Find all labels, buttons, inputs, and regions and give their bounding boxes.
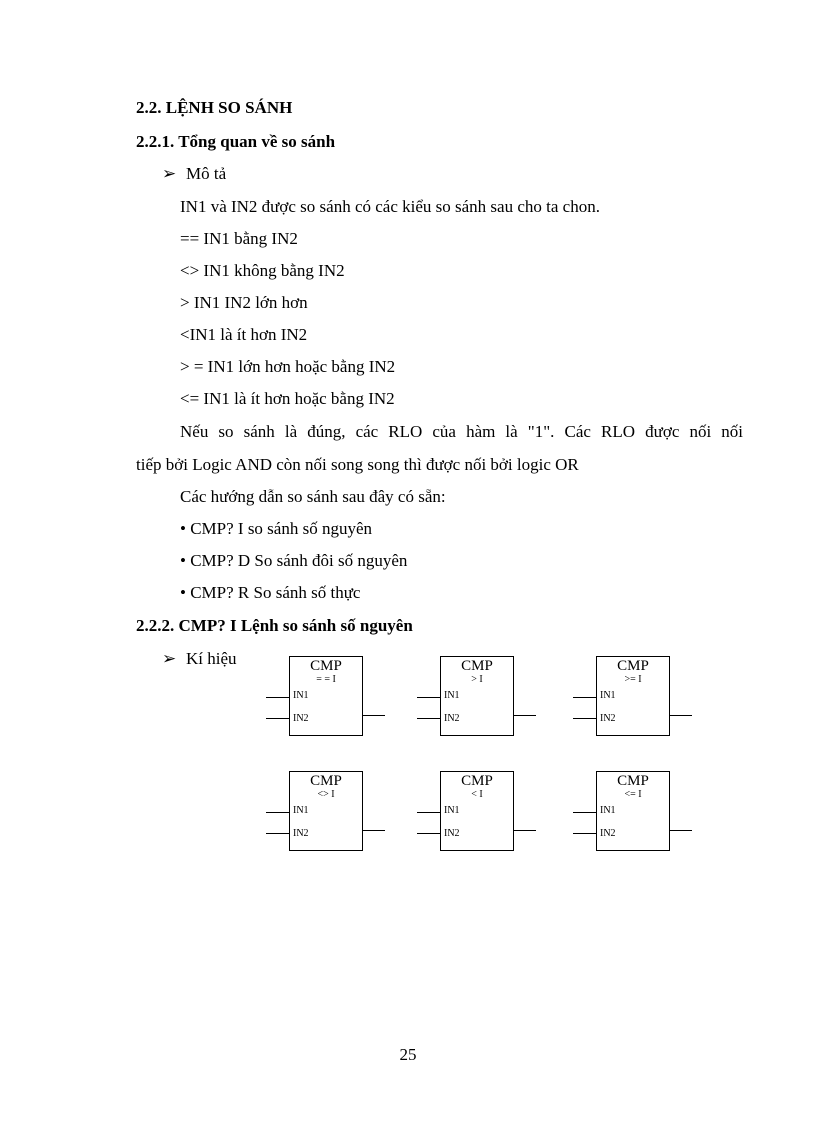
block-operator: > I [471,674,483,685]
paragraph-line: tiếp bởi Logic AND còn nối song song thì được nối bởi logic OR [136,455,579,474]
block-in2-label: IN2 [444,828,460,839]
in2-wire [266,718,289,719]
in2-wire [417,718,440,719]
block-in1-label: IN1 [600,805,616,816]
block-title: CMP [617,658,649,674]
instructions-intro: Các hướng dẫn so sánh sau đây có sẵn: [180,487,446,506]
in2-wire [266,833,289,834]
instruction-item: • CMP? I so sánh số nguyên [180,519,373,538]
text-line: > IN1 IN2 lớn hơn [180,293,308,312]
block-in2-label: IN2 [293,828,309,839]
block-in1-label: IN1 [293,690,309,701]
page-number: 25 [399,1045,417,1064]
in1-wire [573,697,596,698]
block-title: CMP [617,773,649,789]
in2-wire [573,833,596,834]
subsection-heading-overview: 2.2.1. Tổng quan về so sánh [136,132,336,151]
in1-wire [266,697,289,698]
block-in2-label: IN2 [293,713,309,724]
block-operator: = = I [316,674,336,685]
cmp-block-le [596,771,670,851]
block-in1-label: IN1 [600,690,616,701]
text-line: <IN1 là ít hơn IN2 [180,325,308,344]
paragraph-line: Nếu so sánh là đúng, các RLO của hàm là "1". Các RLO được nối nối [180,422,743,441]
in2-wire [573,718,596,719]
block-in1-label: IN1 [293,805,309,816]
block-in2-label: IN2 [600,713,616,724]
in1-wire [573,812,596,813]
text-line: <> IN1 không bằng IN2 [180,261,345,280]
block-in2-label: IN2 [444,713,460,724]
arrow-bullet-icon: ➢ [162,649,177,668]
block-operator: < I [471,789,483,800]
block-title: CMP [310,773,342,789]
block-operator: <> I [317,789,335,800]
in1-wire [417,812,440,813]
cmp-block-lt [440,771,514,851]
block-in2-label: IN2 [600,828,616,839]
in1-wire [417,697,440,698]
text-line: IN1 và IN2 được so sánh có các kiểu so sánh sau cho ta chon. [180,197,600,216]
block-title: CMP [461,773,493,789]
block-operator: >= I [624,674,642,685]
output-wire [362,715,385,716]
text-line: == IN1 bằng IN2 [180,229,298,248]
text-line: <= IN1 là ít hơn hoặc bằng IN2 [180,389,395,408]
text-line: > = IN1 lớn hơn hoặc bằng IN2 [180,357,396,376]
output-wire [362,830,385,831]
arrow-bullet-icon: ➢ [162,164,177,183]
block-title: CMP [461,658,493,674]
block-in1-label: IN1 [444,690,460,701]
in2-wire [417,833,440,834]
subsection-heading-cmp-i: 2.2.2. CMP? I Lệnh so sánh số nguyên [136,616,413,635]
section-heading: 2.2. LỆNH SO SÁNH [136,98,293,117]
block-in1-label: IN1 [444,805,460,816]
block-title: CMP [310,658,342,674]
description-label: Mô tả [186,164,227,183]
output-wire [669,830,692,831]
output-wire [513,715,536,716]
symbol-bullet [162,649,237,669]
cmp-block-ne [289,771,363,851]
symbol-label: Kí hiệu [186,649,237,668]
cmp-block-ge [596,656,670,736]
block-operator: <= I [624,789,642,800]
cmp-block-eq [289,656,363,736]
output-wire [669,715,692,716]
cmp-block-gt [440,656,514,736]
in1-wire [266,812,289,813]
instruction-item: • CMP? R So sánh số thực [180,583,361,602]
output-wire [513,830,536,831]
instruction-item: • CMP? D So sánh đôi số nguyên [180,551,408,570]
description-bullet [162,164,226,184]
